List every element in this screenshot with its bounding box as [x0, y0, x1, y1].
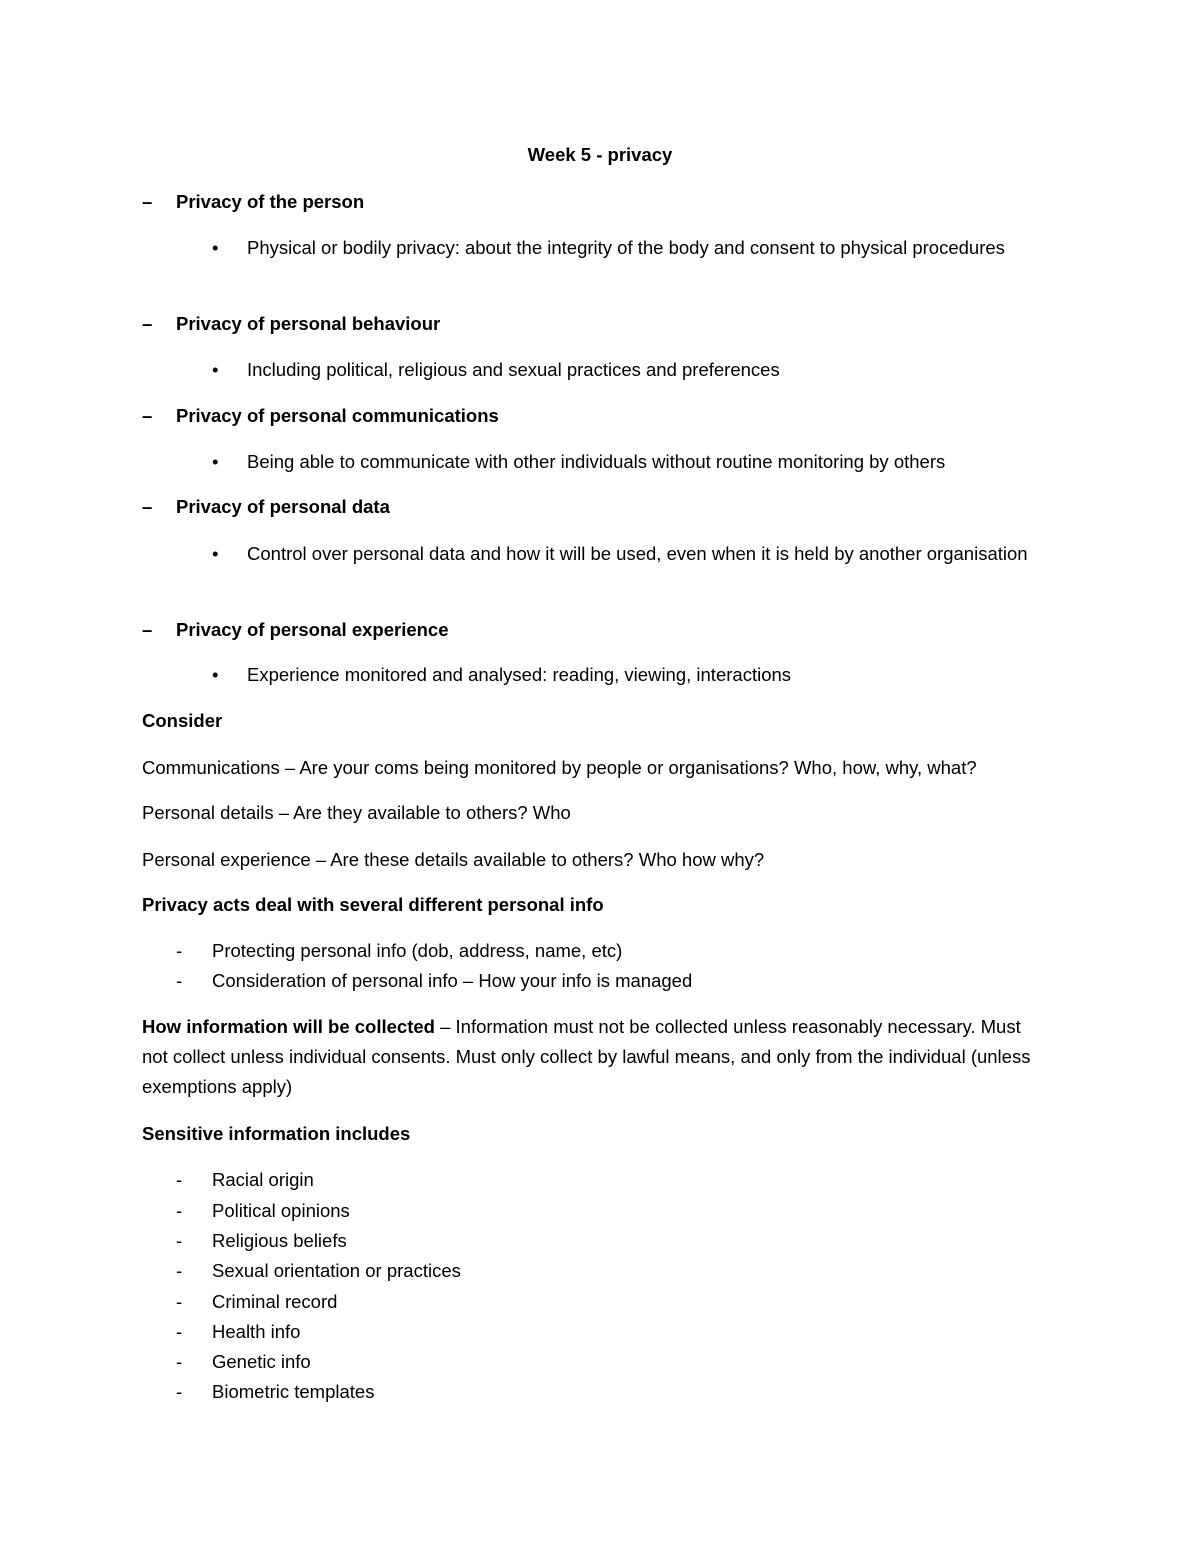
bullet-item-behaviour [212, 355, 1032, 385]
bullet-marker: • [212, 664, 219, 685]
collection-bold-lead: How information will be collected [142, 1016, 435, 1037]
list-item-text: Health info [212, 1321, 301, 1342]
collection-paragraph [142, 1012, 1042, 1102]
list-item-text: Protecting personal info (dob, address, name, etc) [212, 940, 623, 961]
consider-heading: Consider [142, 710, 223, 731]
list-item-text: Genetic info [212, 1351, 311, 1372]
dash-marker: – [142, 405, 153, 426]
section-heading-data [142, 492, 390, 522]
list-marker: - [176, 1321, 183, 1342]
section-heading-communications [142, 401, 499, 431]
bullet-item-data [212, 539, 1032, 569]
list-marker: - [176, 1291, 183, 1312]
list-marker: - [176, 1169, 183, 1190]
bullet-item-person [212, 233, 1032, 263]
list-item-text: Religious beliefs [212, 1230, 347, 1251]
list-marker: - [176, 1381, 183, 1402]
heading-text: Privacy of personal behaviour [176, 313, 441, 334]
dash-marker: – [142, 313, 153, 334]
bullet-text: Being able to communicate with other individuals without routine monitoring by others [247, 451, 946, 472]
list-marker: - [176, 940, 183, 961]
list-marker: - [176, 1260, 183, 1281]
sensitive-heading: Sensitive information includes [142, 1123, 411, 1144]
heading-text: Privacy of personal communications [176, 405, 499, 426]
page-title: Week 5 - privacy [527, 144, 673, 165]
dash-marker: – [142, 496, 153, 517]
list-item [176, 1317, 300, 1347]
dash-marker: – [142, 619, 153, 640]
bullet-text: Including political, religious and sexual practices and preferences [247, 359, 780, 380]
list-item-text: Political opinions [212, 1200, 350, 1221]
list-marker: - [176, 1351, 183, 1372]
list-item-text: Racial origin [212, 1169, 314, 1190]
list-item [176, 1196, 350, 1226]
dash-marker: – [142, 191, 153, 212]
list-item [176, 936, 622, 966]
heading-text: Privacy of the person [176, 191, 365, 212]
list-item-text: Biometric templates [212, 1381, 375, 1402]
list-item-text: Sexual orientation or practices [212, 1260, 461, 1281]
heading-text: Privacy of personal data [176, 496, 390, 517]
section-heading-behaviour [142, 309, 440, 339]
bullet-marker: • [212, 237, 219, 258]
list-item-text: Consideration of personal info – How your info is managed [212, 970, 693, 991]
bullet-marker: • [212, 359, 219, 380]
list-marker: - [176, 1230, 183, 1251]
list-item [176, 966, 692, 996]
list-item [176, 1256, 461, 1286]
list-item [176, 1377, 374, 1407]
bullet-marker: • [212, 451, 219, 472]
consider-line-details: Personal details – Are they available to others? Who [142, 802, 571, 823]
section-heading-person [142, 187, 364, 217]
consider-line-experience: Personal experience – Are these details available to others? Who how why? [142, 849, 765, 870]
list-item [176, 1347, 311, 1377]
list-item [176, 1226, 347, 1256]
heading-text: Privacy of personal experience [176, 619, 449, 640]
privacy-acts-heading: Privacy acts deal with several different personal info [142, 894, 604, 915]
list-item [176, 1287, 337, 1317]
list-item [176, 1165, 314, 1195]
consider-line-communications: Communications – Are your coms being monitored by people or organisations? Who, how, why, what? [142, 757, 977, 778]
bullet-item-experience [212, 660, 1032, 690]
collection-text: – Information must not be collected unless reasonably necessary. Must not collect unless individual consents. Must only collect by lawful means, and only from the individual (unless exemptions apply) [142, 1016, 1031, 1097]
list-item-text: Criminal record [212, 1291, 338, 1312]
list-marker: - [176, 970, 183, 991]
bullet-item-communications [212, 447, 1032, 477]
bullet-text: Experience monitored and analysed: reading, viewing, interactions [247, 664, 792, 685]
bullet-text: Physical or bodily privacy: about the integrity of the body and consent to physical procedures [247, 237, 1005, 258]
list-marker: - [176, 1200, 183, 1221]
bullet-marker: • [212, 543, 219, 564]
section-heading-experience [142, 615, 449, 645]
bullet-text: Control over personal data and how it will be used, even when it is held by another organisation [247, 543, 1028, 564]
